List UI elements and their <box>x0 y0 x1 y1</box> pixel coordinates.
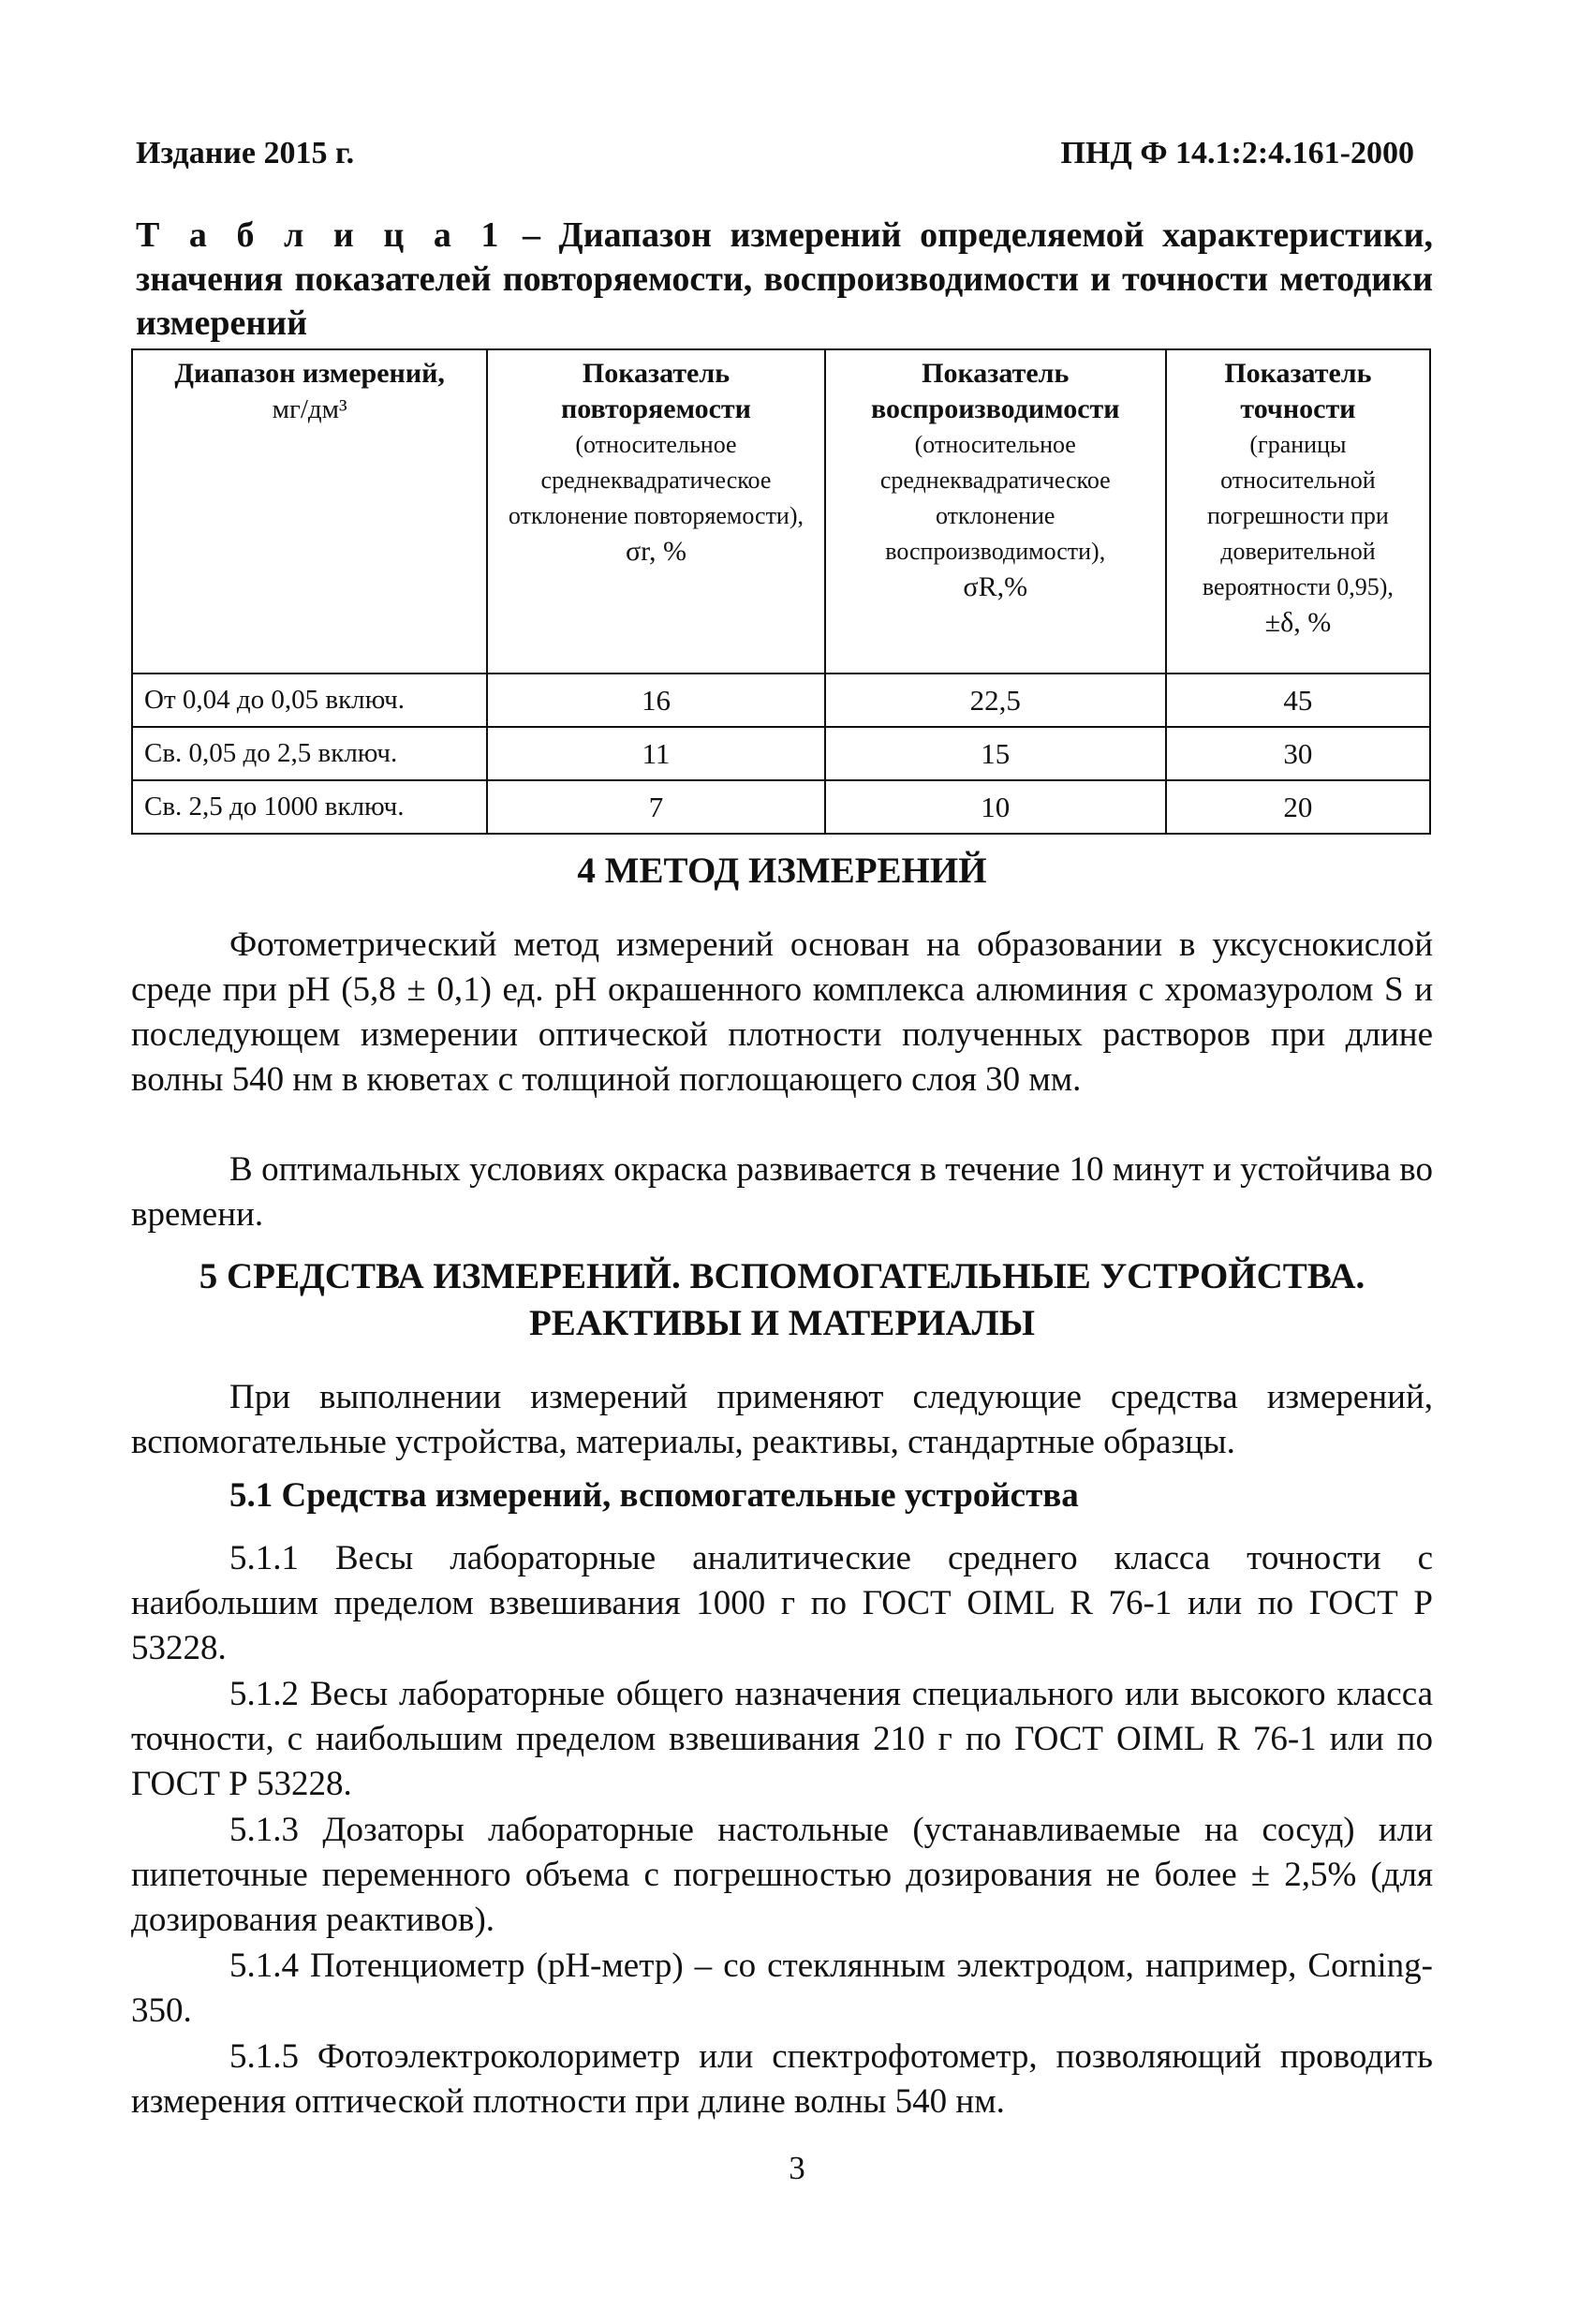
cell-repeatability: 16 <box>487 674 824 727</box>
section-5-title <box>131 1253 1433 1347</box>
item-5-1-5-text: 5.1.5 Фотоэлектроколориметр или спектрофотометр, позволяющий проводить измерения оптической плотности при длине волны 540 нм. <box>131 2037 1433 2121</box>
table-caption-text: – Диапазон измерений определяемой характеристики, значения показателей повторяемости, воспроизводимости и точности методики измерений <box>136 215 1433 343</box>
col-accuracy-symbol: ±δ, % <box>1264 607 1332 638</box>
table-row <box>132 780 1430 834</box>
col-accuracy-desc: (границы относительной погрешности при доверительной вероятности 0,95), <box>1202 431 1394 600</box>
cell-repeatability: 11 <box>487 727 824 780</box>
col-repeatability-header <box>487 349 824 674</box>
cell-accuracy: 45 <box>1166 674 1430 727</box>
col-range-header <box>132 349 487 674</box>
item-5-1-3-text: 5.1.3 Дозаторы лабораторные настольные (устанавливаемые на сосуд) или пипеточные переменного объема с погрешностью дозирования не более ± 2,5% (для дозирования реактивов). <box>131 1811 1433 1939</box>
table-header-row <box>132 349 1430 674</box>
col-range-unit: мг/дм³ <box>272 394 347 424</box>
item-5-1-2 <box>131 1672 1433 1807</box>
item-5-1-5 <box>131 2035 1433 2124</box>
section-4-p2-text: В оптимальных условиях окраска развивается в течение 10 минут и устойчива во времени. <box>131 1150 1433 1234</box>
section-4-paragraph-1 <box>131 923 1433 1103</box>
section-5-title-line-2: РЕАКТИВЫ И МАТЕРИАЛЫ <box>528 1303 1036 1343</box>
cell-accuracy: 20 <box>1166 780 1430 834</box>
section-4-title: 4 МЕТОД ИЗМЕРЕНИЙ <box>577 851 987 891</box>
cell-accuracy: 30 <box>1166 727 1430 780</box>
cell-reproducibility: 15 <box>825 727 1166 780</box>
section-4-paragraph-2 <box>131 1147 1433 1237</box>
item-5-1-4 <box>131 1944 1433 2034</box>
section-5-title-line-1: 5 СРЕДСТВА ИЗМЕРЕНИЙ. ВСПОМОГАТЕЛЬНЫЕ УСТРОЙСТВА. <box>199 1256 1365 1296</box>
measurement-table <box>131 348 1431 835</box>
page-header <box>136 136 1414 183</box>
section-5-intro <box>131 1375 1433 1465</box>
edition-label: Издание 2015 г. <box>136 136 355 170</box>
col-range-title: Диапазон измерений, <box>174 358 445 389</box>
cell-range: Св. 0,05 до 2,5 включ. <box>132 727 487 780</box>
item-5-1-1 <box>131 1536 1433 1671</box>
col-repeatability-desc: (относительное среднеквадратическое отклонение повторяемости), <box>508 431 804 529</box>
table-caption-label: Т а б л и ц а 1 <box>136 215 505 255</box>
page-number: 3 <box>789 2150 805 2186</box>
cell-reproducibility: 22,5 <box>825 674 1166 727</box>
col-reproducibility-title: Показатель воспроизводимости <box>870 358 1120 424</box>
table-caption <box>136 214 1433 346</box>
table-row <box>132 674 1430 727</box>
col-reproducibility-desc: (относительное среднеквадратическое отклонение воспроизводимости), <box>879 431 1111 565</box>
cell-range: От 0,04 до 0,05 включ. <box>132 674 487 727</box>
col-reproducibility-symbol: σR,% <box>963 571 1028 602</box>
subsection-5-1-title: 5.1 Средства измерений, вспомогательные устройства <box>229 1476 1079 1515</box>
col-accuracy-title: Показатель точности <box>1224 358 1372 424</box>
item-5-1-4-text: 5.1.4 Потенциометр (pH-метр) – со стеклянным электродом, например, Corning-350. <box>131 1947 1433 2030</box>
col-reproducibility-header <box>825 349 1166 674</box>
cell-reproducibility: 10 <box>825 780 1166 834</box>
item-5-1-3 <box>131 1808 1433 1943</box>
item-5-1-2-text: 5.1.2 Весы лабораторные общего назначения специального или высокого класса точности, с наибольшим пределом взвешивания 210 г по ГОСТ OIML R 76-1 или по ГОСТ Р 53228. <box>131 1675 1433 1803</box>
item-5-1-1-text: 5.1.1 Весы лабораторные аналитические среднего класса точности с наибольшим пределом взвешивания 1000 г по ГОСТ OIML R 76-1 или по ГОСТ Р 53228. <box>131 1539 1433 1667</box>
cell-repeatability: 7 <box>487 780 824 834</box>
col-repeatability-symbol: σr, % <box>626 536 686 567</box>
table-row <box>132 727 1430 780</box>
section-4-p1-text: Фотометрический метод измерений основан на образовании в уксуснокислой среде при pH (5,8 ± 0,1) ед. pH окрашенного комплекса алюминия с хромазуролом S и последующем измерении оптической плотности полученных растворов при длине волны 540 нм в кюветах с толщиной поглощающего слоя 30 мм. <box>131 925 1433 1099</box>
section-5-intro-text: При выполнении измерений применяют следующие средства измерений, вспомогательные устройства, материалы, реактивы, стандартные образцы. <box>131 1378 1433 1461</box>
col-repeatability-title: Показатель повторяемости <box>561 358 751 424</box>
col-accuracy-header <box>1166 349 1430 674</box>
cell-range: Св. 2,5 до 1000 включ. <box>132 780 487 834</box>
document-code: ПНД Ф 14.1:2:4.161-2000 <box>1060 136 1414 170</box>
